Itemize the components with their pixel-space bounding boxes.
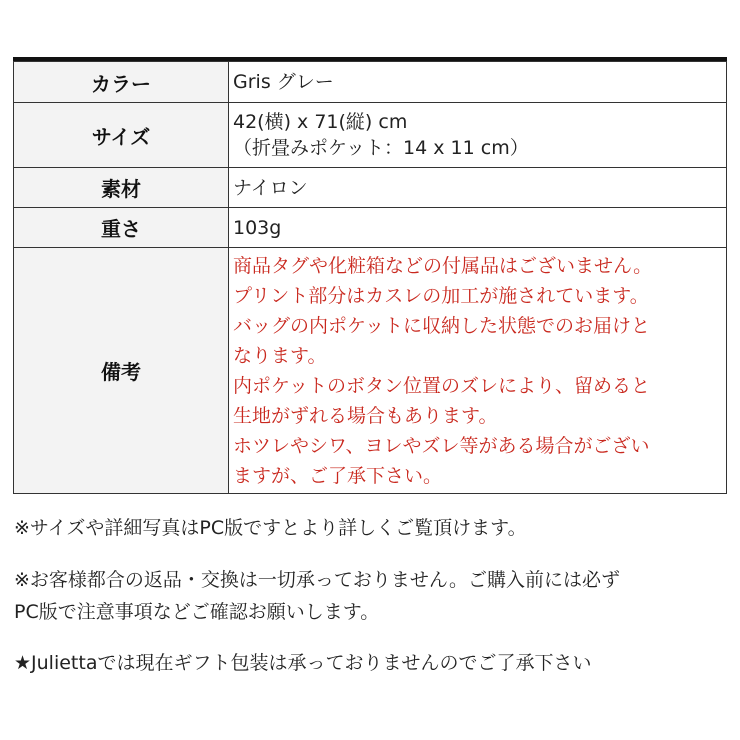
- weight-value-text: 103g: [233, 216, 282, 239]
- table-row-color: [14, 62, 727, 103]
- table-row-size: [14, 103, 727, 168]
- remarks-line: バッグの内ポケットに収納した状態でのお届けと: [233, 314, 651, 337]
- spec-table: [13, 61, 727, 494]
- remarks-line: プリント部分はカスレの加工が施されています。: [233, 284, 649, 307]
- remarks-line: 生地がずれる場合もあります。: [233, 404, 498, 427]
- color-value: [229, 62, 727, 103]
- weight-label: 重さ: [14, 208, 229, 248]
- table-row-remarks: [14, 248, 727, 494]
- size-value: [229, 103, 727, 168]
- note-gift-wrapping: ★Juliettaでは現在ギフト包装は承っておりませんのでご了承下さい: [14, 652, 592, 674]
- note-pc-version: ※サイズや詳細写真はPC版ですとより詳しくご覧頂けます。: [14, 517, 527, 539]
- color-value-text: Gris グレー: [233, 71, 334, 93]
- remarks-label: 備考: [14, 248, 229, 494]
- weight-value: [229, 208, 727, 248]
- material-value: [229, 168, 727, 208]
- remarks-line: 商品タグや化粧箱などの付属品はございません。: [233, 254, 653, 277]
- remarks-line: ホツレやシワ、ヨレやズレ等がある場合がござい: [233, 434, 650, 457]
- size-label: サイズ: [14, 103, 229, 168]
- size-value-line-2: （折畳みポケット：14 x 11 cm）: [233, 137, 529, 159]
- material-value-text: ナイロン: [233, 176, 308, 199]
- size-value-line-1: 42(横) x 71(縦) cm: [233, 111, 408, 133]
- note-returns-line-2: PC版で注意事項などご確認お願いします。: [14, 601, 380, 623]
- remarks-value: [229, 248, 727, 494]
- material-label: 素材: [14, 168, 229, 208]
- note-returns-line-1: ※お客様都合の返品・交換は一切承っておりません。ご購入前には必ず: [14, 569, 621, 591]
- color-label: カラー: [14, 62, 229, 103]
- table-row-material: [14, 168, 727, 208]
- remarks-line: なります。: [233, 344, 327, 367]
- remarks-line: 内ポケットのボタン位置のズレにより、留めると: [233, 374, 651, 397]
- table-row-weight: [14, 208, 727, 248]
- remarks-line: ますが、ご了承下さい。: [233, 464, 443, 487]
